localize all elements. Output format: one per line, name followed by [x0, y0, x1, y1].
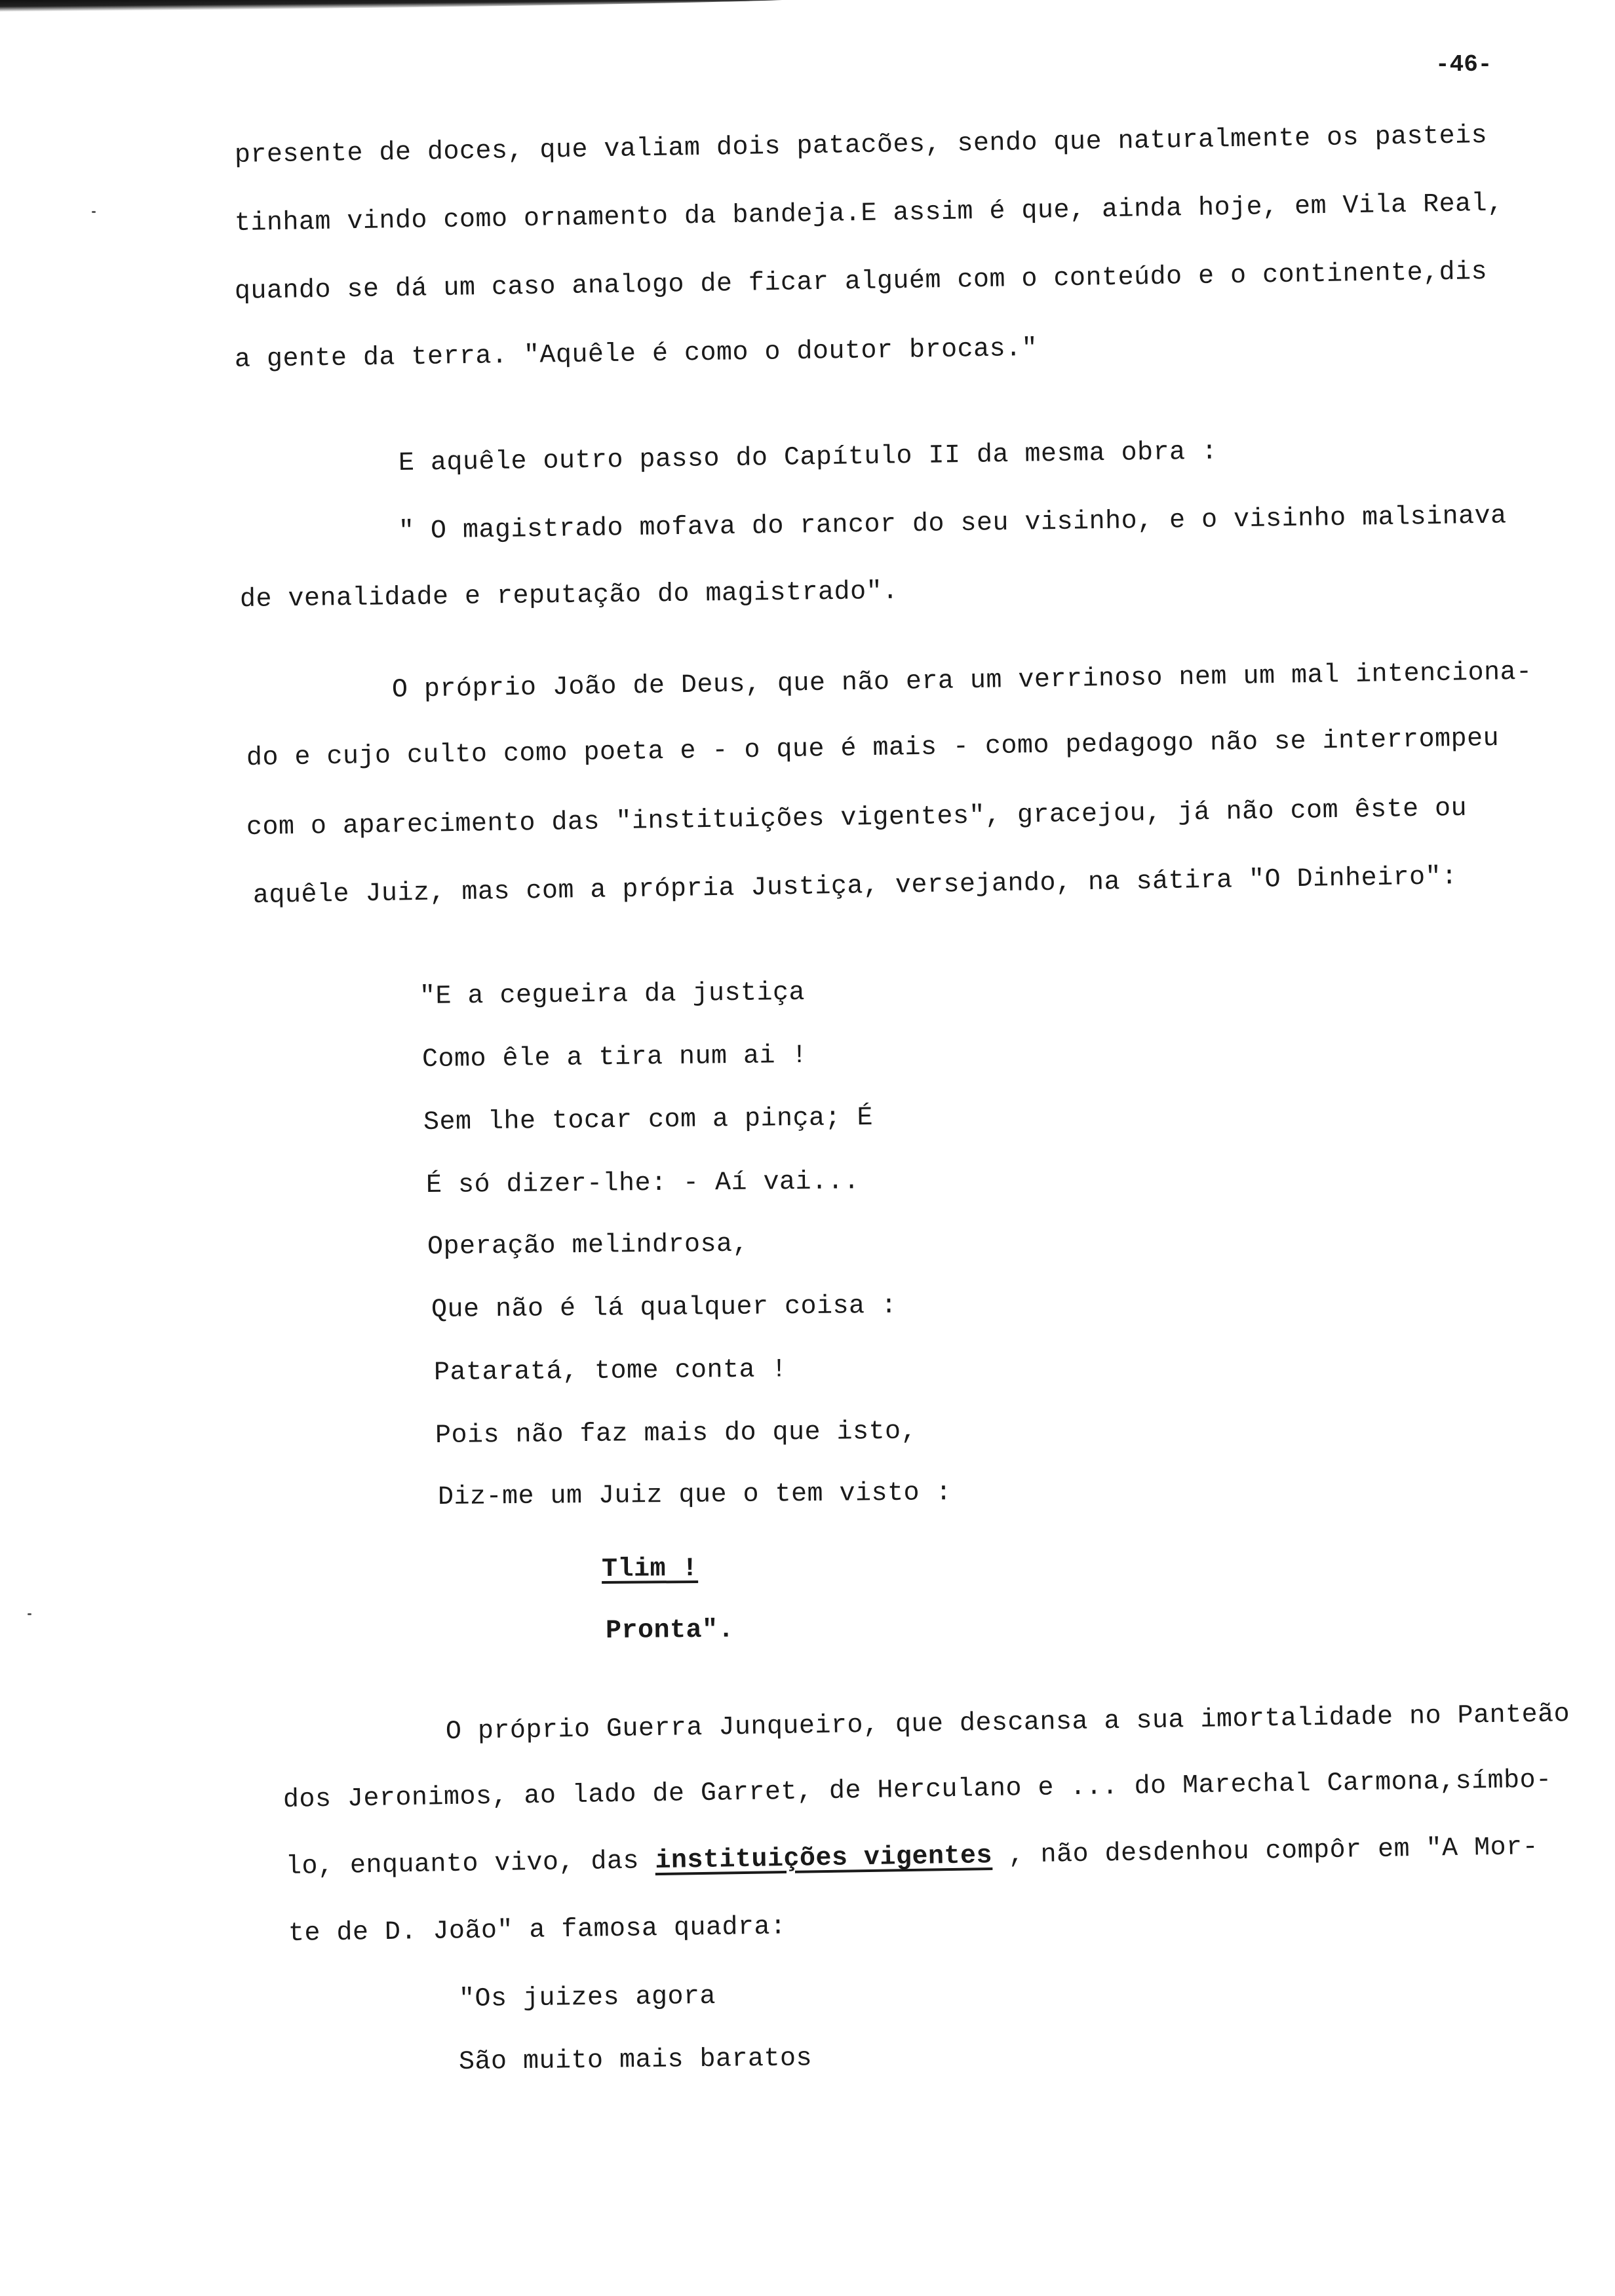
scan-speck [28, 1613, 31, 1615]
poem-1-line-4: É só dizer-lhe: - Aí vai... [425, 1167, 860, 1200]
poem-1-line-7: Pataratá, tome conta ! [433, 1355, 788, 1388]
paragraph-2-line-1: E aquêle outro passo do Capítulo II da mesma obra : [398, 437, 1218, 478]
poem-1-line-5: Operação melindrosa, [427, 1229, 749, 1262]
paragraph-1-line-4: a gente da terra. "Aquêle é como o doutor brocas." [234, 334, 1038, 375]
scan-speck [92, 211, 96, 213]
poem-1-line-6: Que não é lá qualquer coisa : [431, 1291, 897, 1325]
poem-2-line-2: São muito mais baratos [458, 2044, 813, 2077]
paragraph-4-line-3-end: , não desdenhou compôr em "A Mor- [992, 1832, 1539, 1871]
paragraph-3-line-2: do e cujo culto como poeta e - o que é mais - como pedagogo não se interrompeu [246, 723, 1500, 773]
paragraph-2-line-3: de venalidade e reputação do magistrado". [239, 577, 899, 615]
poem-1-line-1: "E a cegueira da justiça [419, 978, 806, 1012]
paragraph-1-line-1: presente de doces, que valiam dois patacões, sendo que naturalmente os pasteis [234, 121, 1488, 170]
page-number: -46- [1435, 51, 1492, 78]
paragraph-4-line-2: dos Jeronimos, ao lado de Garret, de Herculano e ... do Marechal Carmona,símbo- [282, 1765, 1552, 1815]
scan-edge-shadow [0, 0, 819, 12]
paragraph-4-line-4: te de D. João" a famosa quadra: [288, 1912, 787, 1949]
instituicoes-vigentes-underlined: instituições vigentes [655, 1841, 993, 1877]
paragraph-4-line-1: O próprio Guerra Junqueiro, que descansa a sua imortalidade no Panteão [445, 1700, 1570, 1747]
paragraph-4-line-3 [286, 1832, 1539, 1883]
poem-1-line-9: Diz-me um Juiz que o tem visto : [437, 1478, 952, 1512]
poem-1-last-line: Pronta". [605, 1615, 735, 1646]
paragraph-4-line-3-start: lo, enquanto vivo, das [285, 1846, 655, 1882]
poem-1-line-2: Como êle a tira num ai ! [421, 1041, 808, 1075]
poem-2-line-1: "Os juizes agora [458, 1981, 716, 2014]
paragraph-1-line-2: tinham vindo como ornamento da bandeja.E assim é que, ainda hoje, em Vila Real, [234, 189, 1504, 239]
poem-1-tlim: Tlim ! [601, 1554, 699, 1584]
paragraph-1-line-3: quando se dá um caso analogo de ficar alguém com o conteúdo e o continente,dis [234, 257, 1488, 307]
paragraph-3-line-3: com o aparecimento das "instituições vigentes", gracejou, já não com êste ou [246, 794, 1468, 843]
paragraph-3-line-4: aquêle Juiz, mas com a própria Justiça, versejando, na sátira "O Dinheiro": [252, 862, 1458, 911]
paragraph-3-line-1: O próprio João de Deus, que não era um verrinoso nem um mal intenciona- [391, 657, 1532, 705]
paragraph-2-line-2: " O magistrado mofava do rancor do seu visinho, e o visinho malsinava [398, 501, 1507, 546]
poem-1-line-8: Pois não faz mais do que isto, [435, 1417, 918, 1451]
poem-1-line-3: Sem lhe tocar com a pinça; É [423, 1103, 874, 1138]
